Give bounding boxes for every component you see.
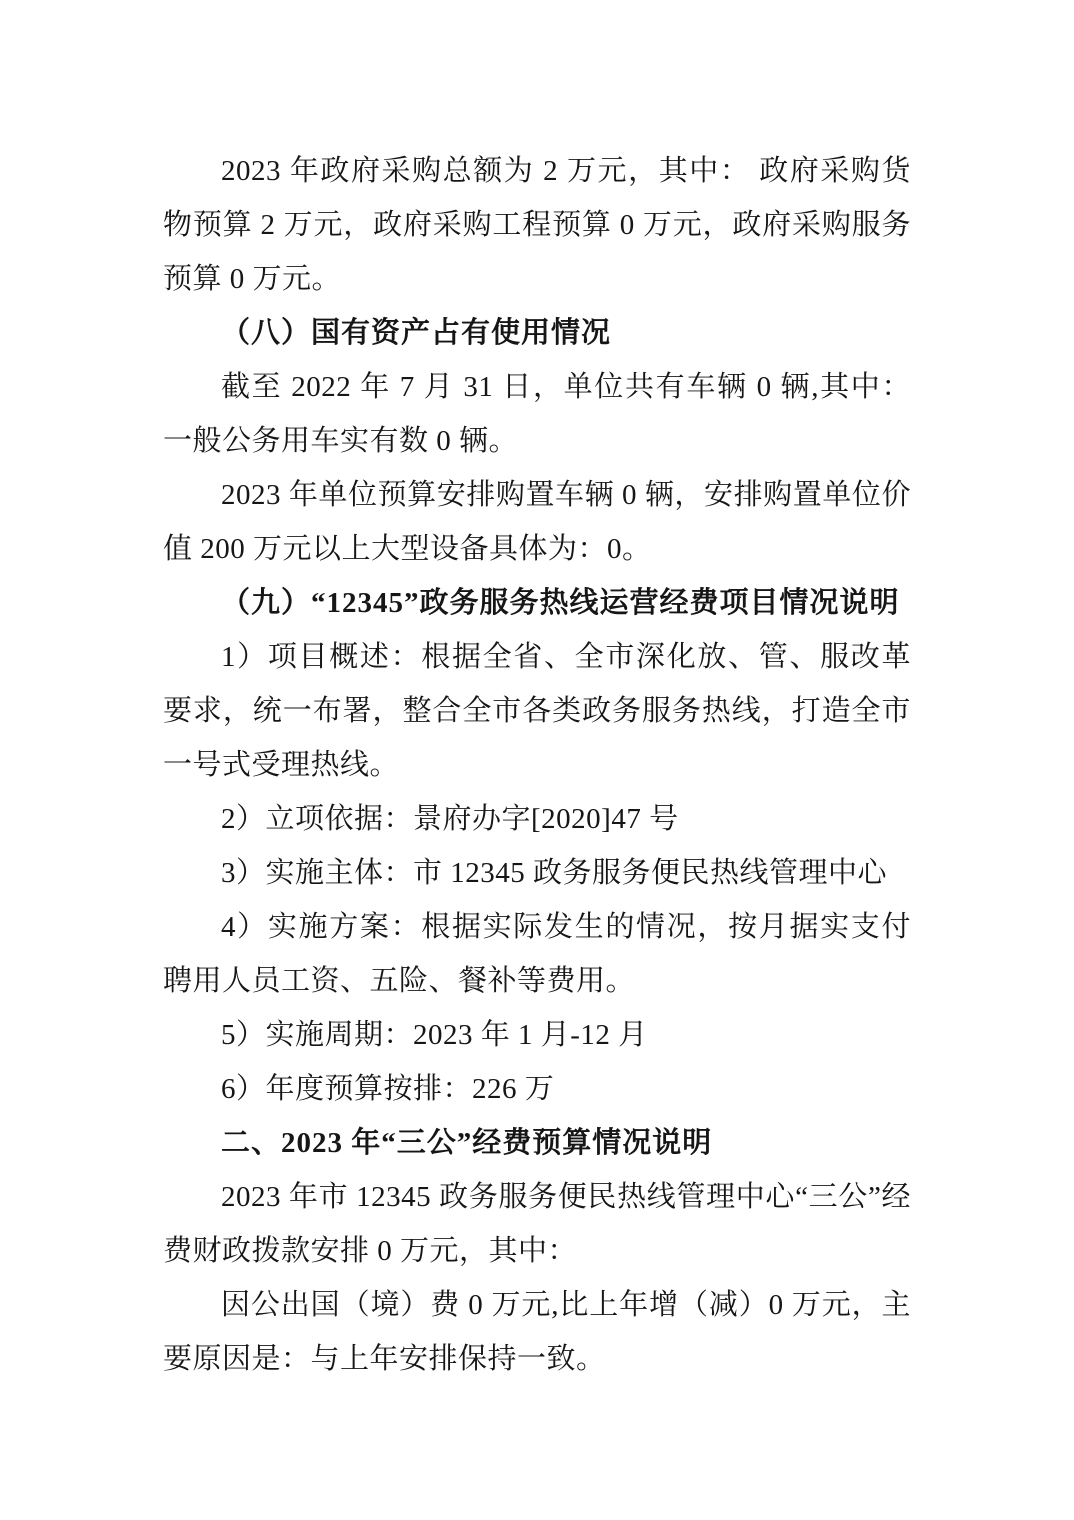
heading-state-assets: （八）国有资产占有使用情况 [221, 317, 612, 349]
heading-three-public: 二、2023 年“三公”经费预算情况说明 [221, 1127, 713, 1159]
para-project-budget: 6）年度预算按排：226 万 [221, 1073, 555, 1105]
para-project-plan: 4）实施方案：根据实际发生的情况，按月据实支付聘用人员工资、五险、餐补等费用。 [163, 911, 911, 997]
para-vehicle-purchase: 2023 年单位预算安排购置车辆 0 辆，安排购置单位价值 200 万元以上大型设备具体为：0。 [163, 479, 911, 565]
para-project-basis: 2）立项依据：景府办字[2020]47 号 [221, 803, 679, 835]
para-three-public-total: 2023 年市 12345 政务服务便民热线管理中心“三公”经费财政拨款安排 0 万元，其中： [163, 1181, 911, 1267]
para-abroad-expense: 因公出国（境）费 0 万元,比上年增（减）0 万元，主要原因是：与上年安排保持一致。 [163, 1289, 911, 1375]
document-body [163, 144, 911, 1386]
para-gov-procurement: 2023 年政府采购总额为 2 万元，其中： 政府采购货物预算 2 万元，政府采购工程预算 0 万元，政府采购服务预算 0 万元。 [163, 155, 911, 295]
para-project-entity: 3）实施主体：市 12345 政务服务便民热线管理中心 [221, 857, 888, 889]
heading-hotline-project: （九）“12345”政务服务热线运营经费项目情况说明 [221, 587, 900, 619]
para-project-period: 5）实施周期：2023 年 1 月-12 月 [221, 1019, 648, 1051]
para-vehicles-owned: 截至 2022 年 7 月 31 日，单位共有车辆 0 辆,其中：一般公务用车实有数 0 辆。 [163, 371, 911, 457]
para-project-overview: 1）项目概述：根据全省、全市深化放、管、服改革要求，统一布署，整合全市各类政务服务热线，打造全市一号式受理热线。 [163, 641, 911, 781]
